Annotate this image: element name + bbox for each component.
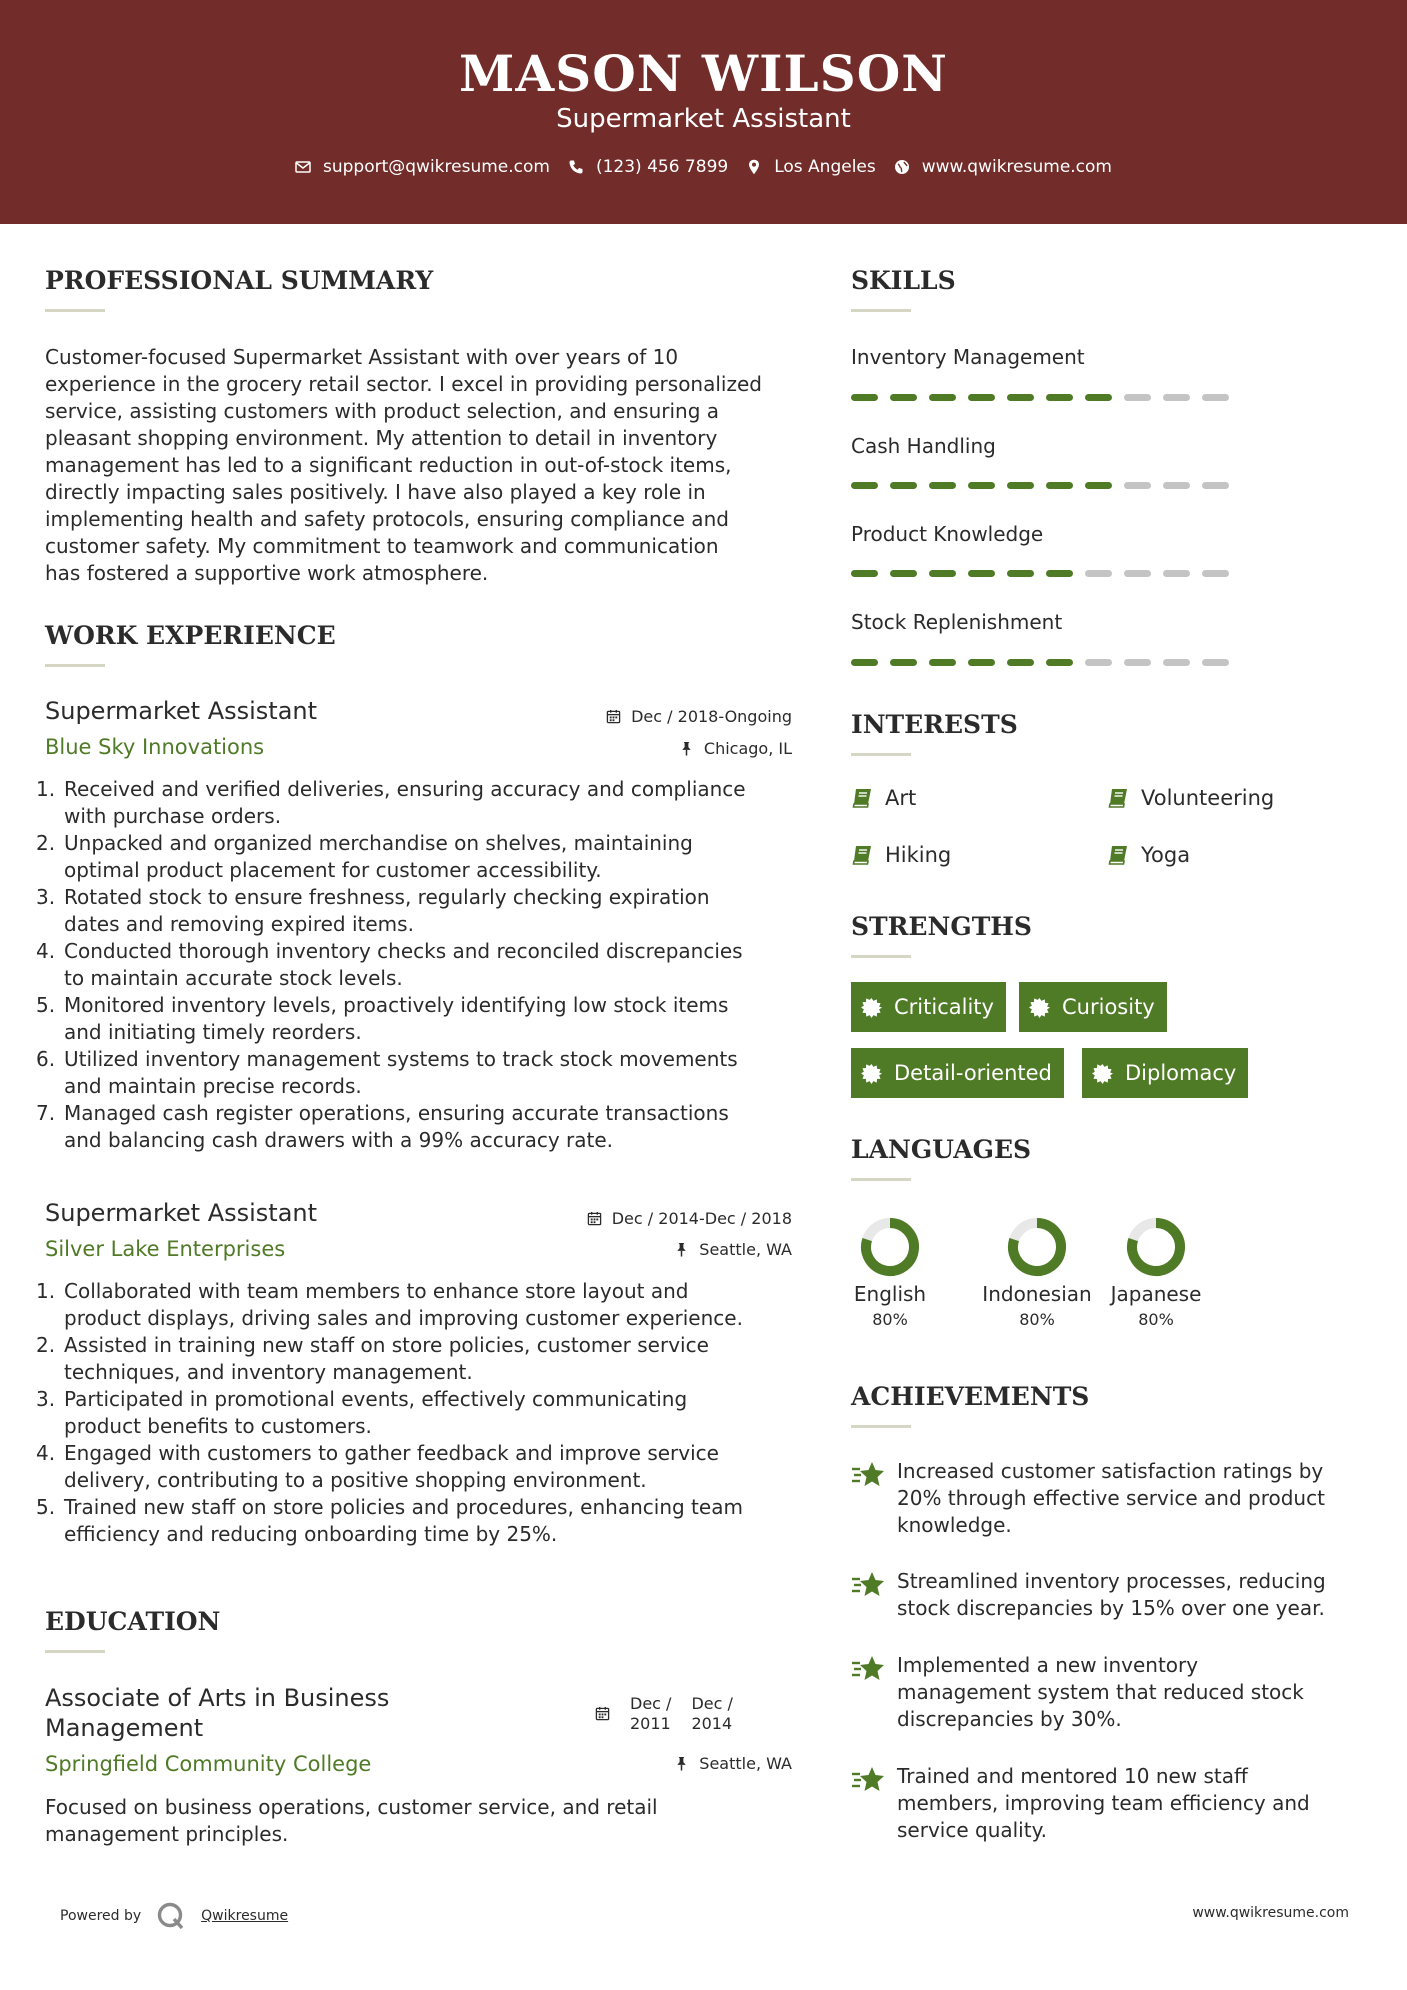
summary-line: has fostered a supportive work atmosphere. bbox=[45, 561, 489, 585]
list-item: 7. Managed cash register operations, ensuring accurate transactions and balancing cash drawers with a 99% accuracy rate. bbox=[36, 1101, 729, 1152]
summary-line: directly impacting sales positively. I have also played a key role in bbox=[45, 480, 706, 504]
language-name: Indonesian bbox=[982, 1282, 1092, 1306]
skill-segment-filled bbox=[968, 570, 995, 577]
strengths-heading: STRENGTHS bbox=[851, 912, 1032, 941]
skill-meter bbox=[851, 394, 1229, 401]
skill-segment-filled bbox=[1085, 394, 1112, 401]
language-percent: 80% bbox=[1019, 1310, 1055, 1329]
list-item: 5. Monitored inventory levels, proactively identifying low stock items and initiating timely reorders. bbox=[36, 993, 729, 1044]
skill-segment-filled bbox=[851, 570, 878, 577]
calendar-icon bbox=[595, 1706, 610, 1721]
summary-divider bbox=[45, 309, 105, 312]
skill-segment-empty bbox=[1163, 482, 1190, 489]
list-item: 2. Unpacked and organized merchandise on shelves, maintaining optimal product placement for customer accessibility. bbox=[36, 831, 693, 882]
skill-segment-filled bbox=[1046, 570, 1073, 577]
qwikresume-link[interactable]: Qwikresume bbox=[201, 1908, 289, 1924]
skill-segment-filled bbox=[1007, 570, 1034, 577]
skill-meter bbox=[851, 570, 1229, 577]
interest-item bbox=[851, 786, 916, 810]
candidate-title: Supermarket Assistant bbox=[556, 104, 851, 134]
skill-segment-empty bbox=[1124, 659, 1151, 666]
job-location-text: Seattle, WA bbox=[699, 1240, 792, 1259]
interest-label: Art bbox=[885, 786, 917, 810]
skills-heading: SKILLS bbox=[851, 266, 956, 295]
job-location bbox=[492, 1240, 792, 1259]
skill-segment-filled bbox=[1046, 394, 1073, 401]
skill-segment-filled bbox=[1007, 482, 1034, 489]
pushpin-icon bbox=[674, 1242, 689, 1257]
education-start-date: Dec / 2011 bbox=[630, 1694, 672, 1733]
skill-segment-filled bbox=[890, 659, 917, 666]
skill-meter bbox=[851, 659, 1229, 666]
skill-segment-empty bbox=[1202, 482, 1229, 489]
gear-badge-icon bbox=[861, 1063, 882, 1084]
languages-divider bbox=[851, 1178, 911, 1181]
contact-phone[interactable] bbox=[568, 157, 728, 177]
education-heading: EDUCATION bbox=[45, 1607, 221, 1636]
skill-segment-filled bbox=[851, 482, 878, 489]
education-end-date: Dec / 2014 bbox=[691, 1694, 733, 1733]
calendar-icon bbox=[606, 709, 621, 724]
language-name: Japanese bbox=[1110, 1282, 1202, 1306]
skill-segment-filled bbox=[968, 482, 995, 489]
skill-segment-filled bbox=[929, 394, 956, 401]
list-item: 3. Rotated stock to ensure freshness, regularly checking expiration dates and removing expired items. bbox=[36, 885, 710, 936]
skill-name: Inventory Management bbox=[851, 345, 1085, 369]
footer-powered-by bbox=[60, 1900, 288, 1932]
interest-item bbox=[851, 843, 951, 867]
skill-segment-filled bbox=[1085, 482, 1112, 489]
work-divider bbox=[45, 664, 105, 667]
achievement-text: Implemented a new inventory management system that reduced stock discrepancies by 30%. bbox=[897, 1653, 1304, 1731]
candidate-name: MASON WILSON bbox=[459, 44, 948, 103]
job-date bbox=[492, 1209, 792, 1228]
strength-badge bbox=[851, 982, 1006, 1032]
summary-line: pleasant shopping environment. My attention to detail in inventory bbox=[45, 426, 718, 450]
strength-badge bbox=[1019, 982, 1167, 1032]
skill-name: Cash Handling bbox=[851, 434, 996, 458]
powered-by-label: Powered by bbox=[60, 1908, 142, 1924]
language-progress-ring bbox=[1121, 1212, 1191, 1282]
summary-line: service, assisting customers with product selection, and ensuring a bbox=[45, 399, 720, 423]
interest-item bbox=[1107, 843, 1190, 867]
job-title: Supermarket Assistant bbox=[45, 697, 318, 725]
achievements-heading: ACHIEVEMENTS bbox=[851, 1382, 1090, 1411]
skill-segment-filled bbox=[968, 394, 995, 401]
skill-segment-empty bbox=[1202, 394, 1229, 401]
summary-heading: PROFESSIONAL SUMMARY bbox=[45, 266, 434, 295]
skill-segment-filled bbox=[1007, 394, 1034, 401]
language-item bbox=[1096, 1212, 1216, 1329]
summary-line: Customer-focused Supermarket Assistant with over years of 10 bbox=[45, 345, 679, 369]
list-item: 4. Engaged with customers to gather feedback and improve service delivery, contributing to a positive shopping environment. bbox=[36, 1441, 719, 1492]
skills-divider bbox=[851, 309, 911, 312]
education-location bbox=[492, 1754, 792, 1773]
skill-segment-empty bbox=[1124, 570, 1151, 577]
strengths-divider bbox=[851, 955, 911, 958]
summary-line: management has led to a significant reduction in out-of-stock items, bbox=[45, 453, 732, 477]
language-percent: 80% bbox=[1138, 1310, 1174, 1329]
education-date bbox=[595, 1694, 733, 1734]
job-company: Silver Lake Enterprises bbox=[45, 1237, 286, 1261]
job-date bbox=[492, 707, 792, 726]
skill-name: Product Knowledge bbox=[851, 522, 1044, 546]
skill-segment-filled bbox=[929, 482, 956, 489]
strength-badge bbox=[851, 1048, 1064, 1098]
gear-badge-icon bbox=[1092, 1063, 1113, 1084]
achievement-item bbox=[851, 1458, 1371, 1539]
gear-badge-icon bbox=[861, 997, 882, 1018]
achievement-item bbox=[851, 1568, 1371, 1622]
work-heading: WORK EXPERIENCE bbox=[45, 621, 336, 650]
skill-segment-filled bbox=[929, 659, 956, 666]
language-name: English bbox=[853, 1282, 927, 1306]
email-text: support@qwikresume.com bbox=[323, 157, 550, 177]
achievement-text: Increased customer satisfaction ratings by 20% through effective service and product knowledge. bbox=[897, 1459, 1325, 1537]
degree-title: Associate of Arts in Business Management bbox=[45, 1684, 390, 1742]
job-date-text: Dec / 2014-Dec / 2018 bbox=[611, 1209, 792, 1228]
skill-segment-empty bbox=[1163, 394, 1190, 401]
skill-segment-filled bbox=[890, 482, 917, 489]
job-title: Supermarket Assistant bbox=[45, 1199, 318, 1227]
envelope-icon bbox=[295, 159, 311, 175]
language-item bbox=[830, 1212, 950, 1329]
skill-name: Stock Replenishment bbox=[851, 610, 1063, 634]
skill-segment-filled bbox=[1046, 482, 1073, 489]
star-award-icon bbox=[851, 1654, 885, 1686]
skill-segment-filled bbox=[890, 570, 917, 577]
footer-website[interactable]: www.qwikresume.com bbox=[1192, 1905, 1349, 1921]
skill-segment-filled bbox=[851, 394, 878, 401]
job-location bbox=[492, 739, 792, 758]
summary-line: implementing health and safety protocols, ensuring compliance and bbox=[45, 507, 729, 531]
star-award-icon bbox=[851, 1765, 885, 1797]
summary-line: experience in the grocery retail sector. I excel in providing personalized bbox=[45, 372, 762, 396]
interest-item bbox=[1107, 786, 1274, 810]
achievement-item bbox=[851, 1652, 1371, 1733]
skill-segment-empty bbox=[1124, 482, 1151, 489]
skill-segment-filled bbox=[968, 659, 995, 666]
school-name: Springfield Community College bbox=[45, 1752, 372, 1776]
achievement-text: Trained and mentored 10 new staff members, improving team efficiency and service quality. bbox=[897, 1764, 1310, 1842]
book-icon bbox=[851, 787, 873, 809]
book-icon bbox=[1107, 844, 1129, 866]
language-progress-ring bbox=[1002, 1212, 1072, 1282]
skill-segment-empty bbox=[1163, 570, 1190, 577]
skill-segment-empty bbox=[1085, 570, 1112, 577]
education-divider bbox=[45, 1650, 105, 1653]
interests-heading: INTERESTS bbox=[851, 710, 1018, 739]
resume-header bbox=[0, 0, 1407, 224]
globe-icon bbox=[894, 159, 910, 175]
language-item bbox=[977, 1212, 1097, 1329]
skill-segment-empty bbox=[1124, 394, 1151, 401]
qwikresume-logo-icon bbox=[155, 1900, 187, 1932]
achievement-text: Streamlined inventory processes, reducing stock discrepancies by 15% over one year. bbox=[897, 1569, 1326, 1620]
star-award-icon bbox=[851, 1570, 885, 1602]
contact-bar bbox=[0, 157, 1407, 177]
strength-label: Criticality bbox=[894, 995, 994, 1019]
skill-segment-empty bbox=[1163, 659, 1190, 666]
skill-meter bbox=[851, 482, 1229, 489]
skill-segment-filled bbox=[851, 659, 878, 666]
gear-badge-icon bbox=[1029, 997, 1050, 1018]
job-location-text: Chicago, IL bbox=[703, 739, 792, 758]
skill-segment-empty bbox=[1202, 659, 1229, 666]
location-text: Los Angeles bbox=[774, 157, 876, 177]
education-location-text: Seattle, WA bbox=[699, 1754, 792, 1773]
contact-email[interactable] bbox=[295, 157, 550, 177]
achievements-divider bbox=[851, 1425, 911, 1428]
skill-segment-filled bbox=[929, 570, 956, 577]
education-description: Focused on business operations, customer service, and retail management principles. bbox=[45, 1795, 658, 1846]
summary-line: customer safety. My commitment to teamwork and communication bbox=[45, 534, 719, 558]
skill-segment-filled bbox=[890, 394, 917, 401]
book-icon bbox=[851, 844, 873, 866]
strength-badge bbox=[1082, 1048, 1248, 1098]
job-date-text: Dec / 2018-Ongoing bbox=[631, 707, 792, 726]
phone-text: (123) 456 7899 bbox=[595, 157, 729, 177]
interests-divider bbox=[851, 753, 911, 756]
list-item: 2. Assisted in training new staff on store policies, customer service techniques, and inventory management. bbox=[36, 1333, 709, 1384]
skill-segment-filled bbox=[1046, 659, 1073, 666]
language-progress-ring bbox=[855, 1212, 925, 1282]
interest-label: Hiking bbox=[885, 843, 952, 867]
interest-label: Volunteering bbox=[1141, 786, 1275, 810]
phone-icon bbox=[568, 159, 584, 175]
strength-label: Curiosity bbox=[1062, 995, 1155, 1019]
strength-label: Detail-oriented bbox=[894, 1061, 1052, 1085]
skill-segment-empty bbox=[1202, 570, 1229, 577]
list-item: 1. Received and verified deliveries, ensuring accuracy and compliance with purchase orders. bbox=[36, 777, 746, 828]
skill-segment-empty bbox=[1085, 659, 1112, 666]
contact-location bbox=[746, 157, 876, 177]
list-item: 3. Participated in promotional events, effectively communicating product benefits to customers. bbox=[36, 1387, 688, 1438]
list-item: 5. Trained new staff on store policies and procedures, enhancing team efficiency and reducing onboarding time by 25%. bbox=[36, 1495, 743, 1546]
pushpin-icon bbox=[674, 1756, 689, 1771]
job-responsibilities bbox=[36, 776, 815, 1154]
summary-text bbox=[45, 344, 805, 587]
map-pin-icon bbox=[746, 159, 762, 175]
book-icon bbox=[1107, 787, 1129, 809]
job-responsibilities bbox=[36, 1278, 815, 1548]
language-percent: 80% bbox=[872, 1310, 908, 1329]
pushpin-icon bbox=[679, 741, 694, 756]
languages-heading: LANGUAGES bbox=[851, 1135, 1032, 1164]
interest-label: Yoga bbox=[1141, 843, 1191, 867]
list-item: 1. Collaborated with team members to enhance store layout and product displays, driving sales and improving customer experience. bbox=[36, 1279, 743, 1330]
star-award-icon bbox=[851, 1460, 885, 1492]
skill-segment-filled bbox=[1007, 659, 1034, 666]
website-text: www.qwikresume.com bbox=[921, 157, 1112, 177]
job-company: Blue Sky Innovations bbox=[45, 735, 265, 759]
calendar-icon bbox=[587, 1211, 602, 1226]
list-item: 6. Utilized inventory management systems to track stock movements and maintain precise records. bbox=[36, 1047, 738, 1098]
achievement-item bbox=[851, 1763, 1371, 1844]
contact-website[interactable] bbox=[894, 157, 1112, 177]
list-item: 4. Conducted thorough inventory checks and reconciled discrepancies to maintain accurate stock levels. bbox=[36, 939, 743, 990]
strength-label: Diplomacy bbox=[1125, 1061, 1237, 1085]
